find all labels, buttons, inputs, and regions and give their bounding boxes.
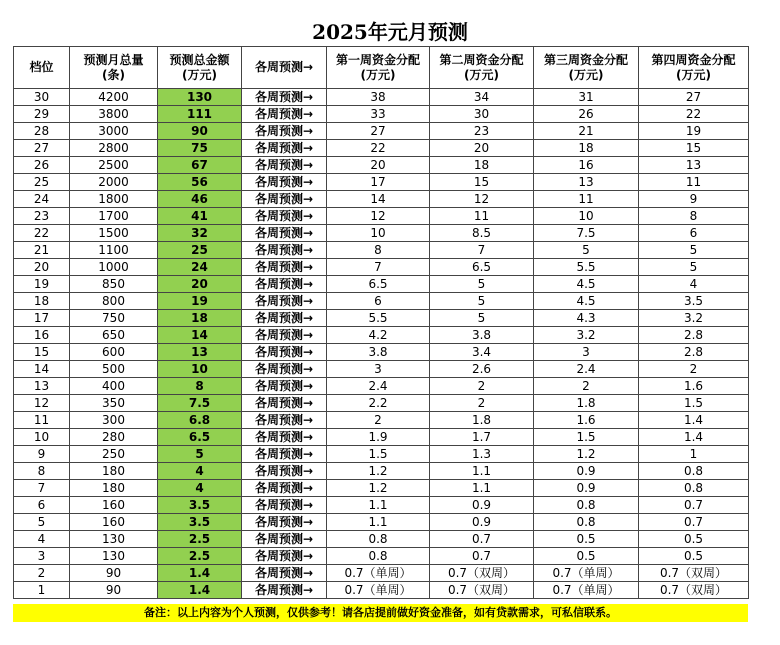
cell-monthly-volume: 1100 xyxy=(70,242,158,259)
cell-total-amount: 41 xyxy=(158,208,242,225)
cell-total-amount: 19 xyxy=(158,293,242,310)
cell-weekly-forecast: 各周预测→ xyxy=(242,378,327,395)
table-row xyxy=(14,531,749,548)
cell-level: 25 xyxy=(14,174,70,191)
cell-weekly-forecast: 各周预测→ xyxy=(242,276,327,293)
cell-week1: 0.8 xyxy=(327,531,430,548)
cell-monthly-volume: 1500 xyxy=(70,225,158,242)
cell-week4: 8 xyxy=(639,208,749,225)
cell-week3: 7.5 xyxy=(534,225,639,242)
footnote: 备注：以上内容为个人预测，仅供参考！请各店提前做好资金准备，如有贷款需求，可私信联系。 xyxy=(13,604,748,622)
cell-weekly-forecast: 各周预测→ xyxy=(242,140,327,157)
table-row xyxy=(14,89,749,106)
cell-week1: 3 xyxy=(327,361,430,378)
cell-week2: 23 xyxy=(430,123,534,140)
cell-week4: 2.8 xyxy=(639,327,749,344)
cell-level: 22 xyxy=(14,225,70,242)
cell-total-amount: 75 xyxy=(158,140,242,157)
cell-week4: 19 xyxy=(639,123,749,140)
cell-total-amount: 5 xyxy=(158,446,242,463)
header-total-amount-line: 预测总金额 xyxy=(169,52,230,67)
cell-level: 4 xyxy=(14,531,70,548)
cell-week2: 1.1 xyxy=(430,463,534,480)
cell-total-amount: 6.5 xyxy=(158,429,242,446)
cell-week2: 1.7 xyxy=(430,429,534,446)
cell-monthly-volume: 350 xyxy=(70,395,158,412)
cell-week3: 18 xyxy=(534,140,639,157)
table-row xyxy=(14,565,749,582)
table-row xyxy=(14,327,749,344)
cell-week4: 0.8 xyxy=(639,480,749,497)
cell-monthly-volume: 3000 xyxy=(70,123,158,140)
cell-monthly-volume: 500 xyxy=(70,361,158,378)
header-week4 xyxy=(639,47,749,89)
cell-week4: 1.6 xyxy=(639,378,749,395)
cell-monthly-volume: 130 xyxy=(70,548,158,565)
table-row xyxy=(14,259,749,276)
cell-monthly-volume: 2800 xyxy=(70,140,158,157)
cell-week2: 0.9 xyxy=(430,514,534,531)
table-row xyxy=(14,429,749,446)
cell-week4: 1.4 xyxy=(639,429,749,446)
cell-monthly-volume: 180 xyxy=(70,480,158,497)
cell-week4: 1.5 xyxy=(639,395,749,412)
cell-week1: 5.5 xyxy=(327,310,430,327)
table-row xyxy=(14,123,749,140)
cell-week2: 0.7（双周） xyxy=(430,565,534,582)
cell-total-amount: 6.8 xyxy=(158,412,242,429)
cell-week4: 5 xyxy=(639,259,749,276)
cell-weekly-forecast: 各周预测→ xyxy=(242,531,327,548)
cell-weekly-forecast: 各周预测→ xyxy=(242,429,327,446)
cell-total-amount: 111 xyxy=(158,106,242,123)
table-body xyxy=(14,89,749,599)
cell-week1: 8 xyxy=(327,242,430,259)
cell-monthly-volume: 2500 xyxy=(70,157,158,174)
cell-week4: 3.5 xyxy=(639,293,749,310)
cell-week3: 3.2 xyxy=(534,327,639,344)
cell-week2: 7 xyxy=(430,242,534,259)
cell-monthly-volume: 280 xyxy=(70,429,158,446)
cell-weekly-forecast: 各周预测→ xyxy=(242,123,327,140)
cell-total-amount: 20 xyxy=(158,276,242,293)
header-total-amount xyxy=(158,47,242,89)
cell-level: 9 xyxy=(14,446,70,463)
cell-week2: 6.5 xyxy=(430,259,534,276)
table-row xyxy=(14,106,749,123)
cell-monthly-volume: 90 xyxy=(70,582,158,599)
cell-week1: 2 xyxy=(327,412,430,429)
cell-week3: 1.6 xyxy=(534,412,639,429)
cell-week3: 11 xyxy=(534,191,639,208)
cell-week2: 1.8 xyxy=(430,412,534,429)
cell-total-amount: 2.5 xyxy=(158,531,242,548)
cell-weekly-forecast: 各周预测→ xyxy=(242,565,327,582)
cell-level: 13 xyxy=(14,378,70,395)
cell-level: 7 xyxy=(14,480,70,497)
cell-monthly-volume: 850 xyxy=(70,276,158,293)
cell-weekly-forecast: 各周预测→ xyxy=(242,327,327,344)
cell-week4: 0.7（双周） xyxy=(639,582,749,599)
cell-total-amount: 10 xyxy=(158,361,242,378)
table-row xyxy=(14,412,749,429)
cell-week1: 1.2 xyxy=(327,480,430,497)
cell-week4: 15 xyxy=(639,140,749,157)
cell-week1: 17 xyxy=(327,174,430,191)
cell-week1: 0.8 xyxy=(327,548,430,565)
cell-monthly-volume: 750 xyxy=(70,310,158,327)
cell-week3: 1.8 xyxy=(534,395,639,412)
cell-weekly-forecast: 各周预测→ xyxy=(242,497,327,514)
cell-level: 8 xyxy=(14,463,70,480)
table-row xyxy=(14,497,749,514)
cell-week3: 26 xyxy=(534,106,639,123)
cell-total-amount: 13 xyxy=(158,344,242,361)
cell-week4: 6 xyxy=(639,225,749,242)
cell-level: 20 xyxy=(14,259,70,276)
cell-weekly-forecast: 各周预测→ xyxy=(242,106,327,123)
table-row xyxy=(14,242,749,259)
cell-week1: 6 xyxy=(327,293,430,310)
cell-week4: 0.8 xyxy=(639,463,749,480)
cell-week3: 0.9 xyxy=(534,480,639,497)
cell-week4: 0.7 xyxy=(639,497,749,514)
cell-level: 5 xyxy=(14,514,70,531)
table-row xyxy=(14,463,749,480)
cell-week3: 0.8 xyxy=(534,514,639,531)
header-week1-line: 第一周资金分配 xyxy=(335,52,420,67)
cell-week3: 4.3 xyxy=(534,310,639,327)
table-row xyxy=(14,293,749,310)
cell-weekly-forecast: 各周预测→ xyxy=(242,548,327,565)
cell-week2: 1.1 xyxy=(430,480,534,497)
cell-week3: 0.7（单周） xyxy=(534,565,639,582)
cell-week1: 38 xyxy=(327,89,430,106)
cell-level: 21 xyxy=(14,242,70,259)
table-row xyxy=(14,378,749,395)
cell-week2: 15 xyxy=(430,174,534,191)
header-monthly-volume xyxy=(70,47,158,89)
cell-total-amount: 130 xyxy=(158,89,242,106)
cell-week3: 10 xyxy=(534,208,639,225)
cell-week1: 4.2 xyxy=(327,327,430,344)
header-week2-line: (万元) xyxy=(464,67,499,82)
cell-total-amount: 7.5 xyxy=(158,395,242,412)
cell-week1: 7 xyxy=(327,259,430,276)
cell-week3: 0.5 xyxy=(534,531,639,548)
cell-total-amount: 46 xyxy=(158,191,242,208)
cell-week3: 4.5 xyxy=(534,276,639,293)
table-row xyxy=(14,480,749,497)
cell-monthly-volume: 300 xyxy=(70,412,158,429)
cell-monthly-volume: 1700 xyxy=(70,208,158,225)
cell-level: 18 xyxy=(14,293,70,310)
cell-weekly-forecast: 各周预测→ xyxy=(242,157,327,174)
cell-week3: 31 xyxy=(534,89,639,106)
cell-week3: 0.9 xyxy=(534,463,639,480)
cell-level: 2 xyxy=(14,565,70,582)
cell-total-amount: 8 xyxy=(158,378,242,395)
table-row xyxy=(14,395,749,412)
header-week3 xyxy=(534,47,639,89)
cell-weekly-forecast: 各周预测→ xyxy=(242,89,327,106)
cell-monthly-volume: 4200 xyxy=(70,89,158,106)
cell-week4: 0.7 xyxy=(639,514,749,531)
cell-week3: 5 xyxy=(534,242,639,259)
cell-level: 28 xyxy=(14,123,70,140)
cell-monthly-volume: 1000 xyxy=(70,259,158,276)
cell-level: 14 xyxy=(14,361,70,378)
cell-week2: 0.9 xyxy=(430,497,534,514)
cell-total-amount: 3.5 xyxy=(158,497,242,514)
header-weekly-forecast xyxy=(242,47,327,89)
cell-week4: 0.5 xyxy=(639,548,749,565)
cell-week2: 30 xyxy=(430,106,534,123)
cell-total-amount: 32 xyxy=(158,225,242,242)
cell-weekly-forecast: 各周预测→ xyxy=(242,174,327,191)
table-row xyxy=(14,191,749,208)
header-level-line: 档位 xyxy=(29,60,54,74)
cell-total-amount: 67 xyxy=(158,157,242,174)
cell-monthly-volume: 130 xyxy=(70,531,158,548)
cell-level: 15 xyxy=(14,344,70,361)
table-row xyxy=(14,582,749,599)
cell-total-amount: 90 xyxy=(158,123,242,140)
cell-monthly-volume: 180 xyxy=(70,463,158,480)
forecast-table xyxy=(13,46,749,599)
header-week4-line: 第四周资金分配 xyxy=(651,52,736,67)
cell-week1: 2.4 xyxy=(327,378,430,395)
cell-week1: 1.1 xyxy=(327,497,430,514)
cell-monthly-volume: 90 xyxy=(70,565,158,582)
header-monthly-volume-line: (条) xyxy=(102,67,125,82)
cell-week1: 2.2 xyxy=(327,395,430,412)
cell-level: 23 xyxy=(14,208,70,225)
cell-week4: 2 xyxy=(639,361,749,378)
cell-week2: 0.7 xyxy=(430,548,534,565)
table-row xyxy=(14,174,749,191)
cell-week1: 27 xyxy=(327,123,430,140)
cell-week3: 1.5 xyxy=(534,429,639,446)
cell-total-amount: 3.5 xyxy=(158,514,242,531)
table-row xyxy=(14,276,749,293)
cell-total-amount: 2.5 xyxy=(158,548,242,565)
cell-weekly-forecast: 各周预测→ xyxy=(242,293,327,310)
cell-week3: 3 xyxy=(534,344,639,361)
cell-weekly-forecast: 各周预测→ xyxy=(242,395,327,412)
header-week1 xyxy=(327,47,430,89)
cell-week4: 3.2 xyxy=(639,310,749,327)
cell-monthly-volume: 160 xyxy=(70,514,158,531)
cell-level: 24 xyxy=(14,191,70,208)
cell-week4: 1 xyxy=(639,446,749,463)
cell-week3: 2 xyxy=(534,378,639,395)
cell-week4: 2.8 xyxy=(639,344,749,361)
cell-monthly-volume: 400 xyxy=(70,378,158,395)
cell-level: 1 xyxy=(14,582,70,599)
cell-week3: 21 xyxy=(534,123,639,140)
cell-week2: 0.7（双周） xyxy=(430,582,534,599)
cell-level: 12 xyxy=(14,395,70,412)
cell-weekly-forecast: 各周预测→ xyxy=(242,480,327,497)
cell-week4: 11 xyxy=(639,174,749,191)
header-row xyxy=(14,47,749,89)
cell-total-amount: 4 xyxy=(158,463,242,480)
cell-week1: 1.2 xyxy=(327,463,430,480)
cell-week2: 11 xyxy=(430,208,534,225)
cell-week4: 4 xyxy=(639,276,749,293)
header-weekly-forecast-line: 各周预测→ xyxy=(254,60,314,74)
header-week4-line: (万元) xyxy=(676,67,711,82)
cell-week3: 0.5 xyxy=(534,548,639,565)
cell-monthly-volume: 2000 xyxy=(70,174,158,191)
header-week3-line: (万元) xyxy=(568,67,604,82)
cell-weekly-forecast: 各周预测→ xyxy=(242,191,327,208)
cell-week4: 9 xyxy=(639,191,749,208)
cell-weekly-forecast: 各周预测→ xyxy=(242,446,327,463)
cell-level: 11 xyxy=(14,412,70,429)
cell-week1: 12 xyxy=(327,208,430,225)
cell-week2: 3.4 xyxy=(430,344,534,361)
cell-week1: 0.7（单周） xyxy=(327,582,430,599)
cell-total-amount: 1.4 xyxy=(158,582,242,599)
cell-week1: 1.1 xyxy=(327,514,430,531)
cell-total-amount: 56 xyxy=(158,174,242,191)
cell-level: 17 xyxy=(14,310,70,327)
table-row xyxy=(14,225,749,242)
table-row xyxy=(14,344,749,361)
cell-weekly-forecast: 各周预测→ xyxy=(242,582,327,599)
cell-week3: 0.8 xyxy=(534,497,639,514)
cell-weekly-forecast: 各周预测→ xyxy=(242,412,327,429)
cell-week3: 16 xyxy=(534,157,639,174)
cell-level: 29 xyxy=(14,106,70,123)
cell-week1: 1.9 xyxy=(327,429,430,446)
cell-weekly-forecast: 各周预测→ xyxy=(242,344,327,361)
table-header xyxy=(14,47,749,89)
cell-week2: 12 xyxy=(430,191,534,208)
cell-weekly-forecast: 各周预测→ xyxy=(242,259,327,276)
cell-week3: 2.4 xyxy=(534,361,639,378)
cell-level: 3 xyxy=(14,548,70,565)
cell-week4: 13 xyxy=(639,157,749,174)
table-row xyxy=(14,208,749,225)
cell-monthly-volume: 3800 xyxy=(70,106,158,123)
cell-week4: 0.5 xyxy=(639,531,749,548)
cell-monthly-volume: 1800 xyxy=(70,191,158,208)
cell-week2: 2 xyxy=(430,378,534,395)
cell-week2: 0.7 xyxy=(430,531,534,548)
cell-week2: 1.3 xyxy=(430,446,534,463)
cell-week2: 18 xyxy=(430,157,534,174)
cell-level: 30 xyxy=(14,89,70,106)
header-monthly-volume-line: 预测月总量 xyxy=(83,52,144,67)
cell-week1: 20 xyxy=(327,157,430,174)
cell-week2: 5 xyxy=(430,293,534,310)
cell-level: 6 xyxy=(14,497,70,514)
header-week2 xyxy=(430,47,534,89)
page-title: 2025年元月预测 xyxy=(312,20,468,44)
cell-total-amount: 18 xyxy=(158,310,242,327)
cell-week1: 3.8 xyxy=(327,344,430,361)
cell-total-amount: 4 xyxy=(158,480,242,497)
cell-week1: 22 xyxy=(327,140,430,157)
cell-week2: 5 xyxy=(430,276,534,293)
table-row xyxy=(14,446,749,463)
cell-week2: 34 xyxy=(430,89,534,106)
cell-week3: 5.5 xyxy=(534,259,639,276)
cell-monthly-volume: 160 xyxy=(70,497,158,514)
table-row xyxy=(14,514,749,531)
header-week1-line: (万元) xyxy=(360,67,396,82)
cell-week3: 1.2 xyxy=(534,446,639,463)
cell-week4: 5 xyxy=(639,242,749,259)
cell-week1: 1.5 xyxy=(327,446,430,463)
cell-total-amount: 14 xyxy=(158,327,242,344)
cell-weekly-forecast: 各周预测→ xyxy=(242,361,327,378)
header-week3-line: 第三周资金分配 xyxy=(543,52,628,67)
cell-total-amount: 1.4 xyxy=(158,565,242,582)
cell-monthly-volume: 250 xyxy=(70,446,158,463)
cell-level: 27 xyxy=(14,140,70,157)
cell-weekly-forecast: 各周预测→ xyxy=(242,225,327,242)
table-row xyxy=(14,361,749,378)
cell-level: 26 xyxy=(14,157,70,174)
cell-week4: 0.7（双周） xyxy=(639,565,749,582)
header-level xyxy=(14,47,70,89)
cell-weekly-forecast: 各周预测→ xyxy=(242,208,327,225)
cell-week1: 33 xyxy=(327,106,430,123)
cell-level: 10 xyxy=(14,429,70,446)
table-row xyxy=(14,157,749,174)
cell-week4: 27 xyxy=(639,89,749,106)
cell-week3: 4.5 xyxy=(534,293,639,310)
cell-level: 19 xyxy=(14,276,70,293)
cell-week1: 0.7（单周） xyxy=(327,565,430,582)
cell-week1: 10 xyxy=(327,225,430,242)
cell-week4: 22 xyxy=(639,106,749,123)
table-row xyxy=(14,310,749,327)
cell-week2: 3.8 xyxy=(430,327,534,344)
cell-week1: 6.5 xyxy=(327,276,430,293)
cell-week2: 2 xyxy=(430,395,534,412)
cell-total-amount: 24 xyxy=(158,259,242,276)
cell-weekly-forecast: 各周预测→ xyxy=(242,463,327,480)
cell-monthly-volume: 800 xyxy=(70,293,158,310)
cell-week3: 13 xyxy=(534,174,639,191)
cell-total-amount: 25 xyxy=(158,242,242,259)
cell-week2: 20 xyxy=(430,140,534,157)
cell-week4: 1.4 xyxy=(639,412,749,429)
cell-monthly-volume: 600 xyxy=(70,344,158,361)
cell-week2: 8.5 xyxy=(430,225,534,242)
cell-monthly-volume: 650 xyxy=(70,327,158,344)
cell-week1: 14 xyxy=(327,191,430,208)
table-row xyxy=(14,140,749,157)
cell-weekly-forecast: 各周预测→ xyxy=(242,514,327,531)
table-row xyxy=(14,548,749,565)
cell-week3: 0.7（单周） xyxy=(534,582,639,599)
cell-week2: 2.6 xyxy=(430,361,534,378)
cell-weekly-forecast: 各周预测→ xyxy=(242,242,327,259)
cell-weekly-forecast: 各周预测→ xyxy=(242,310,327,327)
cell-level: 16 xyxy=(14,327,70,344)
header-total-amount-line: (万元) xyxy=(182,67,217,82)
header-week2-line: 第二周资金分配 xyxy=(439,52,524,67)
cell-week2: 5 xyxy=(430,310,534,327)
